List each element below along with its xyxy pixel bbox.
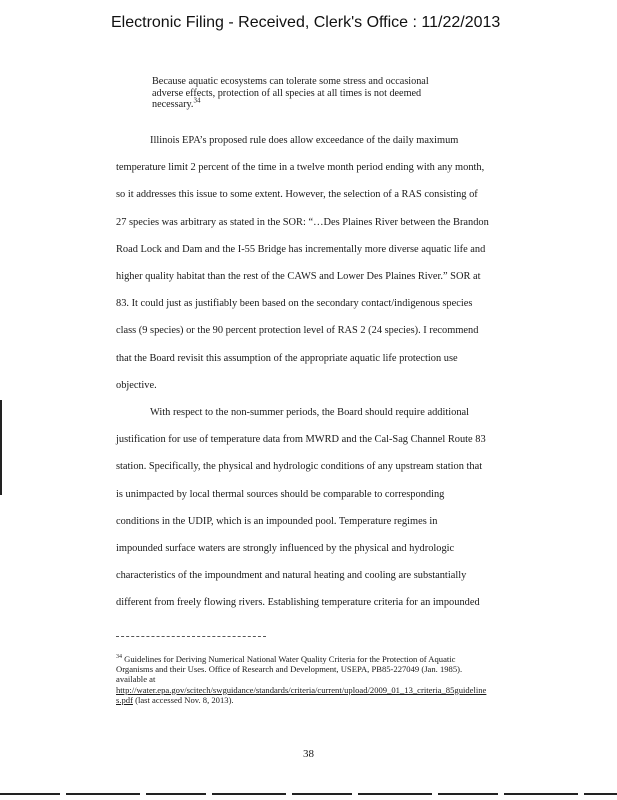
- paragraph-line: class (9 species) or the 90 percent protection level of RAS 2 (24 species). I recommend: [116, 325, 479, 337]
- paragraph-illinois-epa: [116, 127, 548, 399]
- footnote-url-line: [116, 685, 556, 695]
- paragraph-line: 83. It could just as justifiably been based on the secondary contact/indigenous species: [116, 298, 473, 310]
- footnote-url-line: [116, 695, 556, 705]
- paragraph-line: that the Board revisit this assumption of the appropriate aquatic life protection use: [116, 352, 458, 364]
- block-quote-line: adverse effects, protection of all species at all times is not deemed: [152, 87, 422, 99]
- paragraph-line: higher quality habitat than the rest of the CAWS and Lower Des Plaines River.” SOR at: [116, 271, 481, 283]
- paragraph-line: so it addresses this issue to some extent. However, the selection of a RAS consisting of: [116, 189, 478, 201]
- footnote-url[interactable]: http://water.epa.gov/scitech/swguidance/standards/criteria/current/upload/2009_01_13_criteria_85guideline: [116, 684, 487, 695]
- paragraph-line: is unimpacted by local thermal sources should be comparable to corresponding: [116, 488, 445, 500]
- scan-margin-mark: [0, 400, 2, 495]
- scan-bottom-edge: [0, 793, 617, 795]
- body-text: [116, 127, 548, 617]
- paragraph-line: station. Specifically, the physical and hydrologic conditions of any upstream station that: [116, 461, 483, 473]
- footnote-line: $^{34}$ Guidelines for Deriving Numerical National Water Quality Criteria for the Protection of Aquatic: [116, 654, 456, 664]
- paragraph-line: justification for use of temperature data from MWRD and the Cal-Sag Channel Route 83: [116, 434, 486, 446]
- paragraph-line: objective.: [116, 379, 157, 391]
- electronic-filing-header: Electronic Filing - Received, Clerk's Office : 11/22/2013: [111, 14, 501, 31]
- paragraph-line: Road Lock and Dam and the I-55 Bridge has incrementally more diverse aquatic life and: [116, 243, 486, 255]
- footnote-access-note: (last accessed Nov. 8, 2013).: [132, 694, 234, 705]
- footnote-line: available at: [116, 674, 156, 685]
- page-number: 38: [303, 748, 314, 760]
- paragraph-line: 27 species was arbitrary as stated in the SOR: “…Des Plaines River between the Brandon: [116, 216, 489, 228]
- footnote-number: 34: [116, 654, 122, 661]
- footnote-url-tail[interactable]: s.pdf: [116, 694, 133, 705]
- footnote-line: Organisms and their Uses. Office of Research and Development, USEPA, PB85-227049 (Jan. 1985).: [116, 664, 463, 675]
- block-quote-line: necessary.$^{34}$: [152, 96, 201, 110]
- footnote: [116, 654, 556, 705]
- paragraph-line: With respect to the non-summer periods, the Board should require additional: [150, 407, 470, 419]
- paragraph-line: Illinois EPA’s proposed rule does allow exceedance of the daily maximum: [150, 135, 459, 146]
- footnote-separator: [116, 636, 266, 638]
- paragraph-line: temperature limit 2 percent of the time in a twelve month period ending with any month,: [116, 162, 485, 174]
- footnote-reference[interactable]: 34: [193, 96, 201, 105]
- paragraph-line: different from freely flowing rivers. Establishing temperature criteria for an impounded: [116, 597, 480, 609]
- block-quote-line: Because aquatic ecosystems can tolerate some stress and occasional: [152, 76, 429, 87]
- paragraph-line: conditions in the UDIP, which is an impounded pool. Temperature regimes in: [116, 515, 438, 527]
- paragraph-line: characteristics of the impoundment and natural heating and cooling are substantially: [116, 570, 467, 582]
- block-quote: [152, 76, 482, 111]
- paragraph-line: impounded surface waters are strongly influenced by the physical and hydrologic: [116, 543, 455, 555]
- paragraph-non-summer: [116, 399, 548, 617]
